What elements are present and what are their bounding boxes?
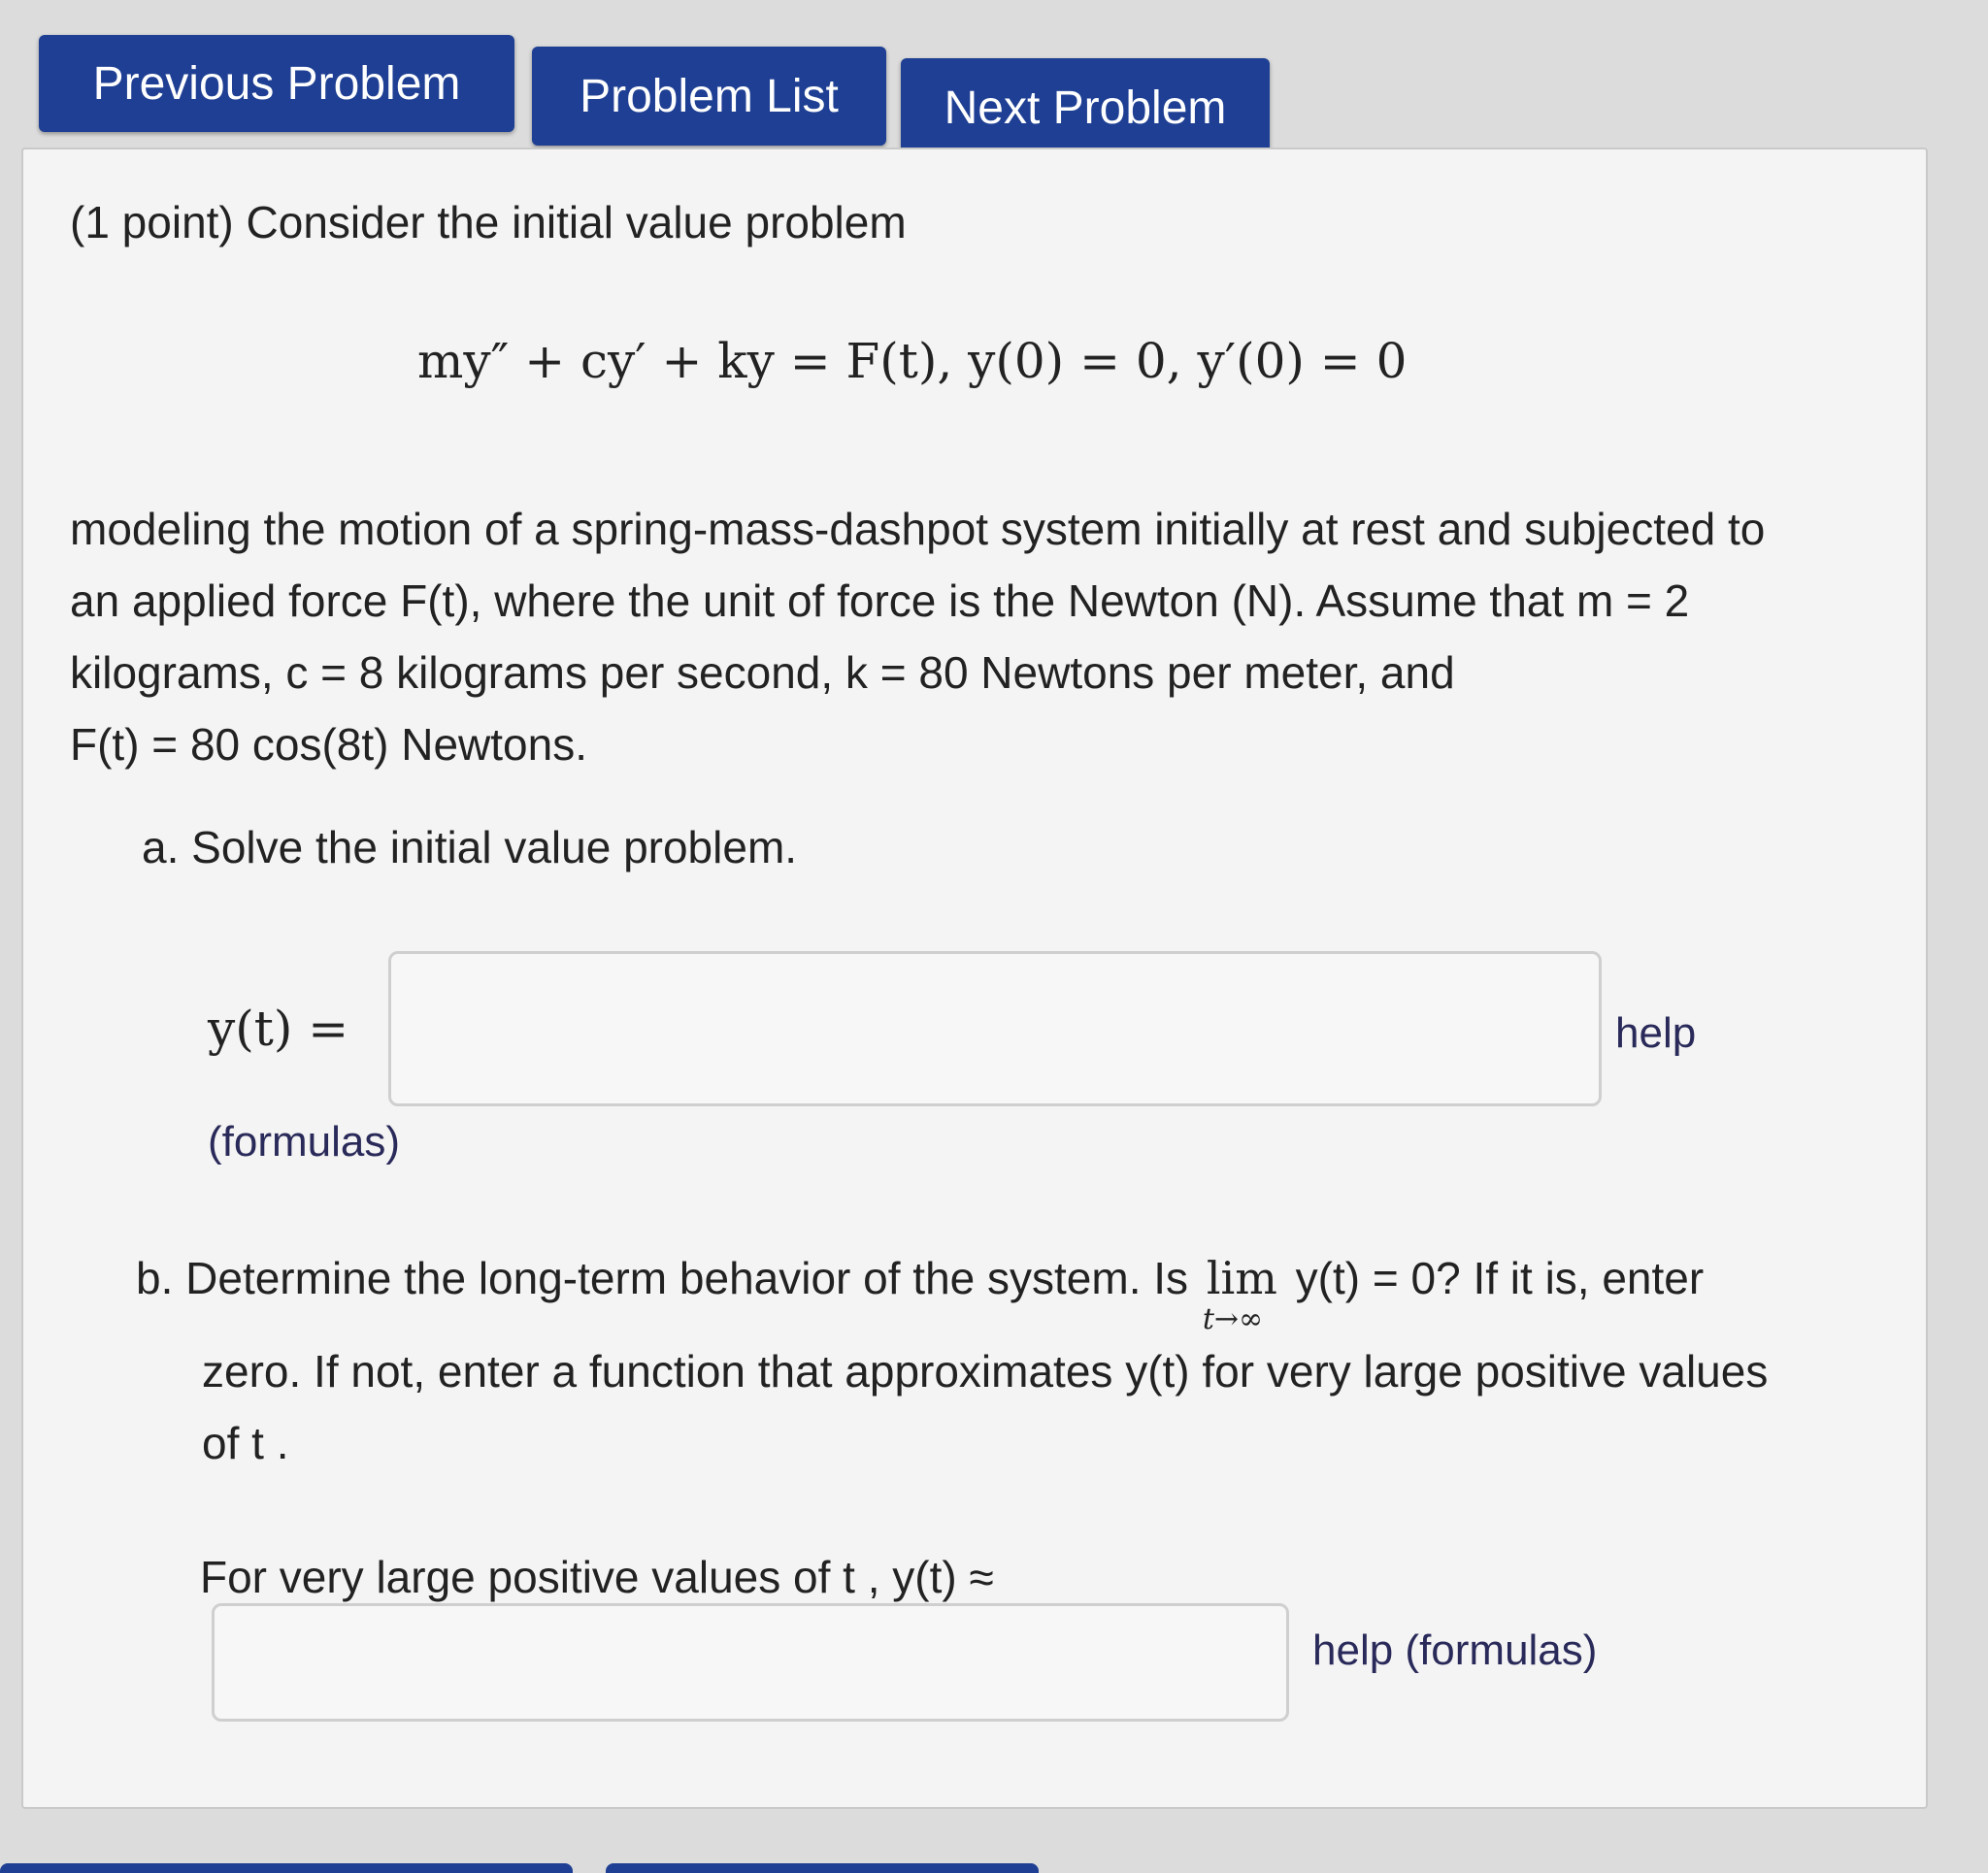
part-b-line2: zero. If not, enter a function that approximates y(t) for very large positive values xyxy=(202,1346,1769,1397)
answer-b-input[interactable] xyxy=(212,1603,1289,1722)
ivp-equation: my″ + cy′ + ky = F(t), y(0) = 0, y′(0) = 0 xyxy=(417,333,1408,389)
answer-a-input[interactable] xyxy=(388,951,1602,1106)
problem-list-button[interactable]: Problem List xyxy=(532,47,886,146)
bottom-button-edge xyxy=(0,1863,573,1873)
limit-expression xyxy=(1202,1250,1277,1336)
previous-problem-button[interactable]: Previous Problem xyxy=(39,35,514,132)
description-line: F(t) = 80 cos(8t) Newtons. xyxy=(70,719,587,770)
part-b-line1-pre: b. Determine the long-term behavior of the system. Is xyxy=(136,1253,1189,1303)
lim-subscript: t→∞ xyxy=(1202,1302,1264,1336)
approx-label: For very large positive values of t , y(t) ≈ xyxy=(200,1552,994,1602)
description-line: modeling the motion of a spring-mass-dashpot system initially at rest and subjected to xyxy=(70,504,1766,554)
problem-description xyxy=(70,493,1914,780)
description-line: an applied force F(t), where the unit of force is the Newton (N). Assume that m = 2 xyxy=(70,575,1690,626)
formulas-link-a[interactable]: (formulas) xyxy=(208,1118,401,1166)
bottom-button-edge xyxy=(606,1863,1039,1873)
part-a-prompt: a. Solve the initial value problem. xyxy=(142,822,798,872)
part-a-lhs: y(t) = xyxy=(208,1001,349,1057)
help-formulas-link-b[interactable]: help (formulas) xyxy=(1312,1627,1598,1674)
lim-word: lim xyxy=(1206,1252,1277,1304)
description-line: kilograms, c = 8 kilograms per second, k = 80 Newtons per meter, and xyxy=(70,647,1455,698)
part-b-line1 xyxy=(136,1250,1705,1336)
part-b-line3: of t . xyxy=(202,1418,289,1468)
help-link-a[interactable]: help xyxy=(1615,1009,1697,1057)
problem-intro: (1 point) Consider the initial value problem xyxy=(70,197,907,247)
part-b-line1-post: y(t) = 0? If it is, enter xyxy=(1295,1253,1705,1303)
next-problem-button[interactable]: Next Problem xyxy=(901,58,1270,157)
